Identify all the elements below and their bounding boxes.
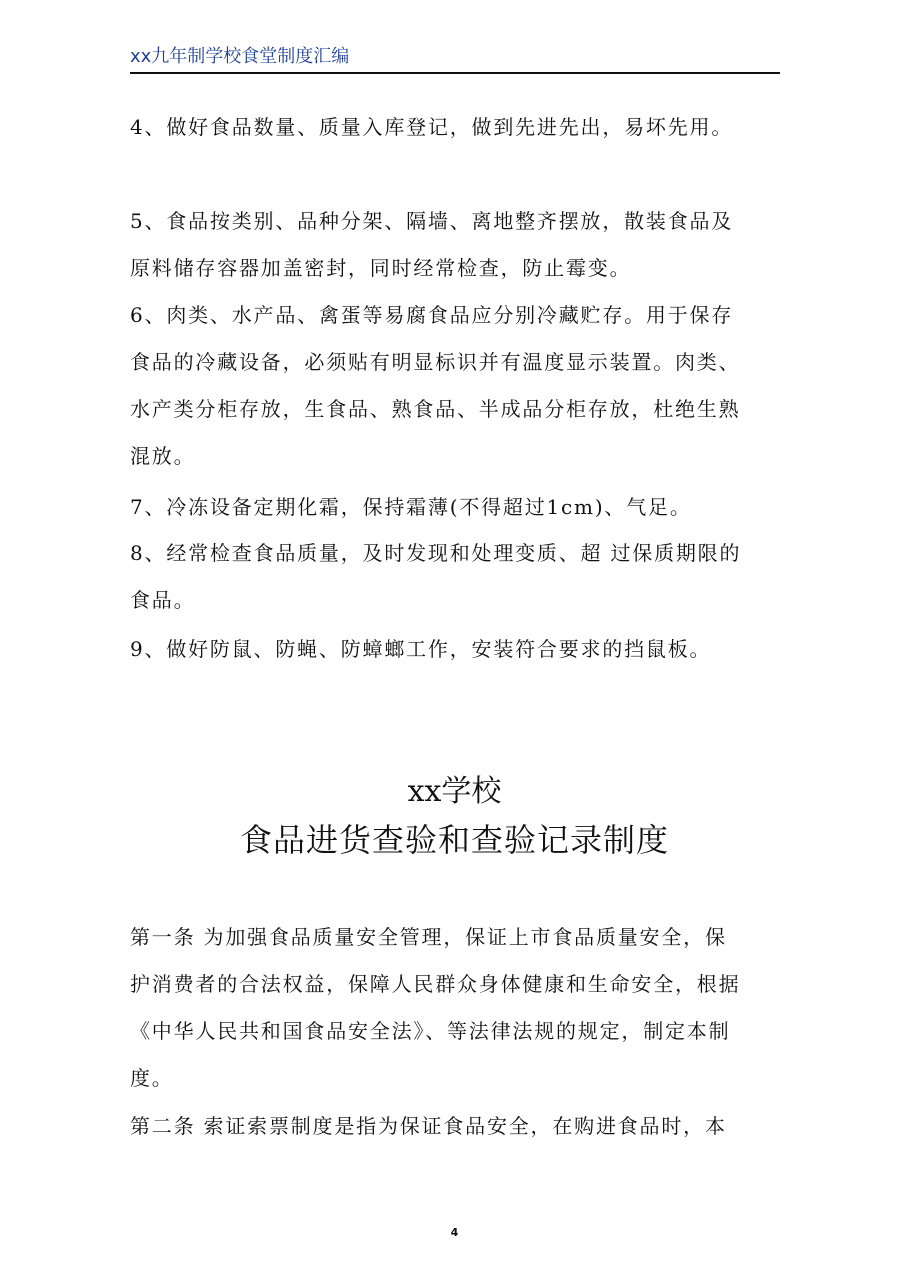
- document-school-title: xx学校: [407, 774, 502, 809]
- text-line: 食品。: [130, 588, 196, 612]
- header-title: xx九年制学校食堂制度汇编: [130, 46, 350, 67]
- text-line: 混放。: [130, 444, 196, 468]
- text-line: 7、冷冻设备定期化霜，保持霜薄(不得超过1cm)、气足。: [130, 495, 692, 519]
- text-line: 4、做好食品数量、质量入库登记，做到先进先出，易坏先用。: [130, 115, 734, 139]
- article-2: [130, 1103, 780, 1150]
- document-main-title: 食品进货查验和查验记录制度: [239, 821, 669, 859]
- text-line: 6、肉类、水产品、禽蛋等易腐食品应分别冷藏贮存。用于保存: [130, 303, 734, 327]
- text-line: 护消费者的合法权益，保障人民群众身体健康和生命安全，根据: [130, 972, 741, 996]
- text-line: 第一条 为加强食品质量安全管理，保证上市食品质量安全，保: [130, 925, 727, 949]
- page-header: [130, 46, 780, 74]
- rule-item-4: [130, 104, 780, 151]
- page-number: 4: [450, 1226, 459, 1239]
- text-line: 5、食品按类别、品种分架、隔墙、离地整齐摆放，散装食品及: [130, 209, 734, 233]
- text-line: 9、做好防鼠、防蝇、防蟑螂工作，安装符合要求的挡鼠板。: [130, 637, 712, 661]
- text-line: 水产类分柜存放，生食品、熟食品、半成品分柜存放，杜绝生熟: [130, 397, 741, 421]
- rule-item-7: [130, 484, 780, 531]
- rule-item-5: [130, 198, 780, 292]
- text-line: 8、经常检查食品质量，及时发现和处理变质、超 过保质期限的: [130, 541, 742, 565]
- rule-item-6: [130, 292, 780, 480]
- text-line: 第二条 索证索票制度是指为保证食品安全，在购进食品时，本: [130, 1114, 727, 1138]
- rule-item-8: [130, 530, 780, 624]
- text-line: 原料储存容器加盖密封，同时经常检查，防止霉变。: [130, 256, 632, 280]
- text-line: 食品的冷藏设备，必须贴有明显标识并有温度显示装置。肉类、: [130, 350, 741, 374]
- rule-item-9: [130, 626, 780, 673]
- text-line: 《中华人民共和国食品安全法》、等法律法规的规定，制定本制: [130, 1019, 731, 1043]
- text-line: 度。: [130, 1066, 174, 1090]
- article-1: [130, 914, 780, 1102]
